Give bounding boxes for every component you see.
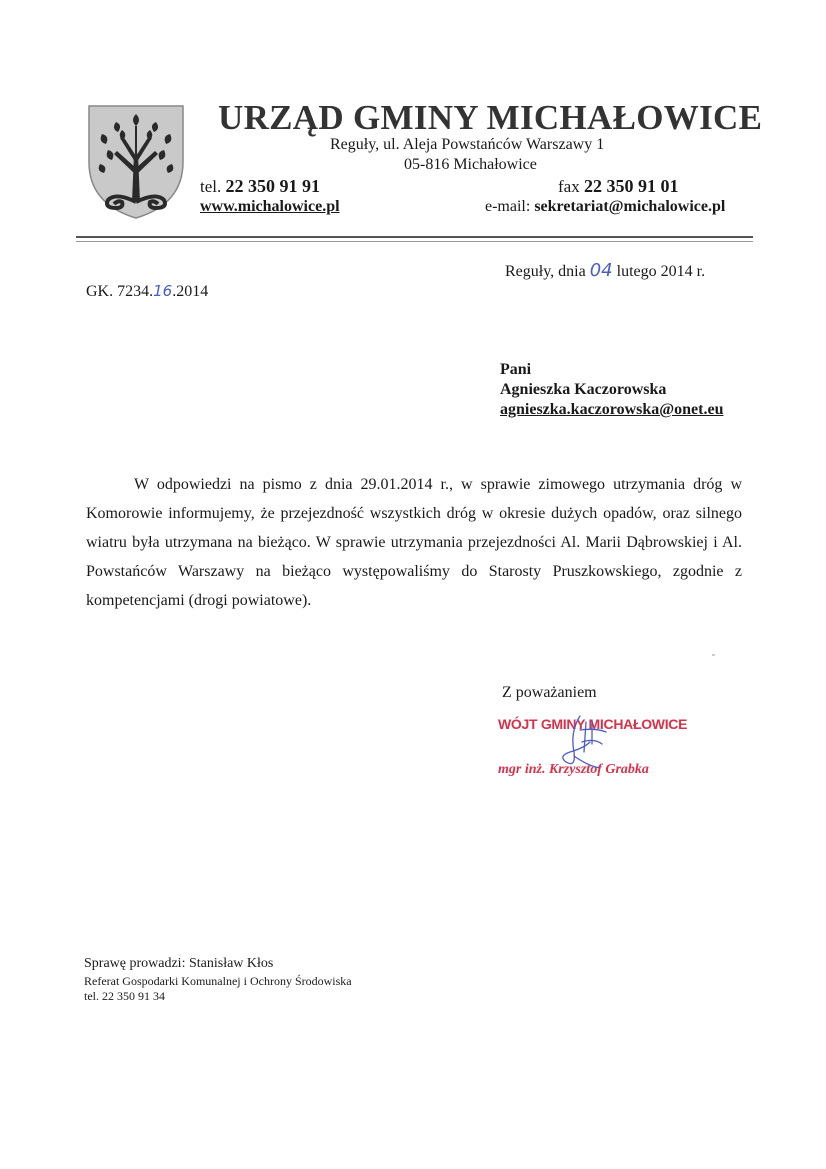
- department-phone: tel. 22 350 91 34: [84, 989, 165, 1003]
- date-day-handwritten: 04: [589, 260, 613, 281]
- closing-greeting: Z poważaniem: [502, 684, 597, 701]
- phone-line: [200, 176, 320, 197]
- reference-number: [86, 282, 208, 301]
- email-label: e-mail:: [485, 198, 531, 215]
- fax-label: fax: [558, 177, 580, 196]
- date-suffix: lutego 2014 r.: [616, 263, 706, 280]
- date-prefix: Reguły, dnia: [505, 263, 586, 280]
- office-name: URZĄD GMINY MICHAŁOWICE: [218, 98, 763, 137]
- recipient-salutation: Pani: [500, 361, 532, 378]
- handwritten-signature: [540, 712, 630, 782]
- recipient-block: [500, 360, 723, 420]
- reference-suffix: .2014: [172, 283, 209, 300]
- address-line2: 05-816 Michałowice: [404, 156, 537, 173]
- recipient-email[interactable]: agnieszka.kaczorowska@onet.eu: [500, 401, 724, 418]
- tree-coat-of-arms-icon: [86, 104, 186, 220]
- website-link[interactable]: www.michalowice.pl: [200, 198, 340, 215]
- date-line: [505, 260, 705, 281]
- email-link[interactable]: sekretariat@michalowice.pl: [534, 198, 726, 215]
- email-line: [485, 198, 725, 216]
- fax-line: [558, 176, 678, 197]
- letter-body: W odpowiedzi na pismo z dnia 29.01.2014 r., w sprawie zimowego utrzymania dróg w Komorowie informujemy, że przejezdność wszystkich dróg w okresie dużych opadów, oraz silnego wiatru była utrzymana na bieżąco. W sprawie utrzymania przejezdności Al. Marii Dąbrowskiej i Al. Powstańców Warszawy na bieżąco występowaliśmy do Starosty Pruszkowskiego, zgodnie z kompetencjami (drogi powiatowe).: [86, 476, 742, 609]
- fax-number: 22 350 91 01: [583, 176, 679, 196]
- recipient-name: Agnieszka Kaczorowska: [500, 381, 667, 398]
- reference-prefix: GK. 7234.: [86, 283, 154, 300]
- reference-number-handwritten: 16: [153, 282, 173, 300]
- stamp-name: mgr inż. Krzysztof Grabka: [498, 762, 649, 777]
- header-divider: [76, 236, 753, 238]
- tel-number: 22 350 91 91: [225, 176, 320, 196]
- header-divider-thin: [76, 241, 753, 242]
- scan-speck: [712, 654, 715, 656]
- department: Referat Gospodarki Komunalnej i Ochrony Środowiska: [84, 974, 352, 988]
- handled-by: Sprawę prowadzi: Stanisław Kłos: [84, 956, 274, 971]
- tel-label: tel.: [200, 177, 222, 196]
- address-line1: Reguły, ul. Aleja Powstańców Warszawy 1: [330, 136, 605, 153]
- stamp-title: WÓJT GMINY MICHAŁOWICE: [498, 716, 688, 732]
